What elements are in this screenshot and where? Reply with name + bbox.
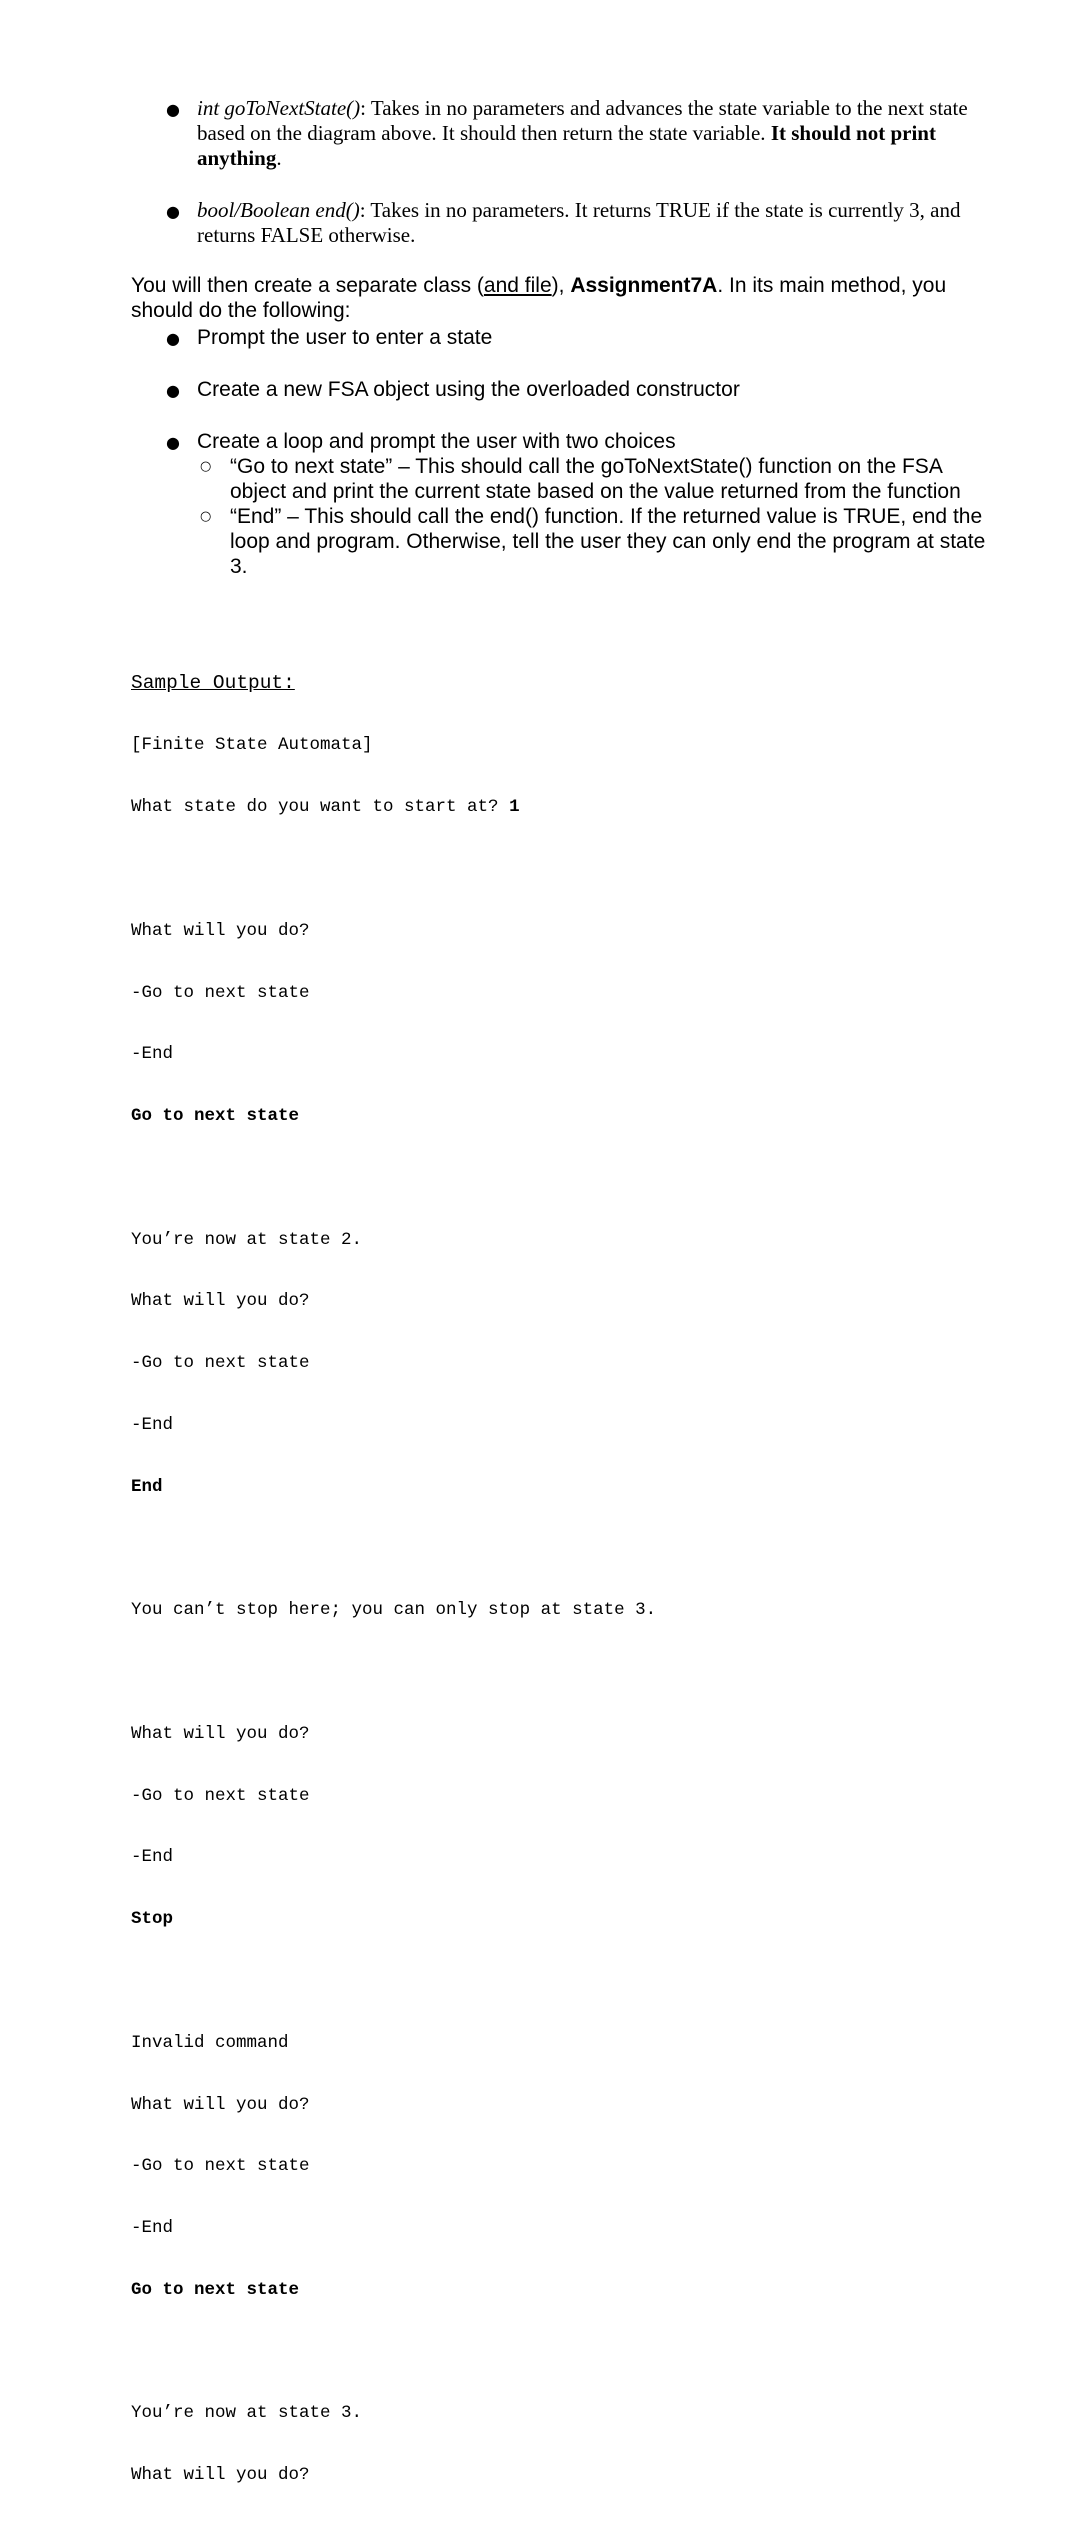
blank-line [131,859,1001,880]
output-line: What will you do? [131,2465,310,2486]
method-item [131,96,991,171]
step-item [131,429,991,579]
bullet-icon: ● [166,202,180,221]
intro-text: You will then create a separate class ( [131,274,484,297]
method-item [131,198,991,248]
blank-line [131,1539,1001,1560]
output-line: You’re now at state 2. [131,1229,363,1250]
output-line: What will you do? [131,2094,310,2115]
sample-output [131,631,1001,2527]
output-line: -Go to next state [131,2156,310,2177]
user-input: Go to next state [131,2279,300,2300]
user-input: Stop [131,1909,174,1930]
output-line: -End [131,1414,174,1435]
blank-line [131,1971,1001,1992]
step-text: Prompt the user to enter a state [197,326,493,349]
output-line: -End [131,1847,174,1868]
output-line: -End [131,2218,174,2239]
output-line: What will you do? [131,920,310,941]
sample-title: Sample Output: [131,672,295,695]
steps-list [131,325,991,606]
output-line: -Go to next state [131,982,310,1003]
user-input: End [131,1476,163,1497]
step-item [131,325,991,350]
method-signature: int goToNextState() [197,96,361,120]
output-line: What will you do? [131,1291,310,1312]
method-list [131,96,991,275]
output-line: You’re now at state 3. [131,2403,363,2424]
step-text: Create a new FSA object using the overloaded constructor [197,378,740,401]
method-warning: It should not print anything [197,121,936,170]
method-tail: . [276,146,282,170]
choice-item [197,454,991,504]
choice-text: “Go to next state” – This should call the goToNextState() function on the FSA object and print the current state based on the value returned from the function [230,455,961,503]
blank-line [131,1662,1001,1683]
output-line: -Go to next state [131,1353,310,1374]
output-line: -End [131,1044,174,1065]
class-name: Assignment7A [570,274,718,297]
output-prompt: What state do you want to start at? [131,797,510,818]
choice-text: “End” – This should call the end() function. If the returned value is TRUE, end the loop and program. Otherwise, tell the user they can only end the program at state 3. [230,505,986,578]
hollow-bullet-icon: ○ [200,459,212,474]
output-line [131,797,1001,818]
intro-text: ), [551,274,571,297]
intro-underline: and file [483,274,552,297]
intro-paragraph [131,273,1001,323]
method-description: : Takes in no parameters and advances the state variable to the next state based on the diagram above. It should then return the state variable. [197,96,968,145]
method-description: : Takes in no parameters. It returns TRUE if the state is currently 3, and returns FALSE otherwise. [197,198,961,247]
blank-line [131,1168,1001,1189]
output-line: [Finite State Automata] [131,735,373,756]
bullet-icon: ● [166,433,180,452]
choice-item [197,504,991,579]
output-line: What will you do? [131,1723,310,1744]
output-line: You can’t stop here; you can only stop at state 3. [131,1600,657,1621]
user-input: Go to next state [131,1106,300,1127]
hollow-bullet-icon: ○ [200,509,212,524]
blank-line [131,2342,1001,2363]
output-line: -Go to next state [131,1785,310,1806]
choice-list [197,454,991,579]
bullet-icon: ● [166,100,180,119]
intro-text: . In its main method, you should do the following: [131,274,947,322]
bullet-icon: ● [166,329,180,348]
bullet-icon: ● [166,381,180,400]
method-signature: bool/Boolean end() [197,198,360,222]
user-input: 1 [509,797,520,818]
step-item [131,377,991,402]
step-text: Create a loop and prompt the user with two choices [197,430,676,453]
output-line: Invalid command [131,2032,289,2053]
